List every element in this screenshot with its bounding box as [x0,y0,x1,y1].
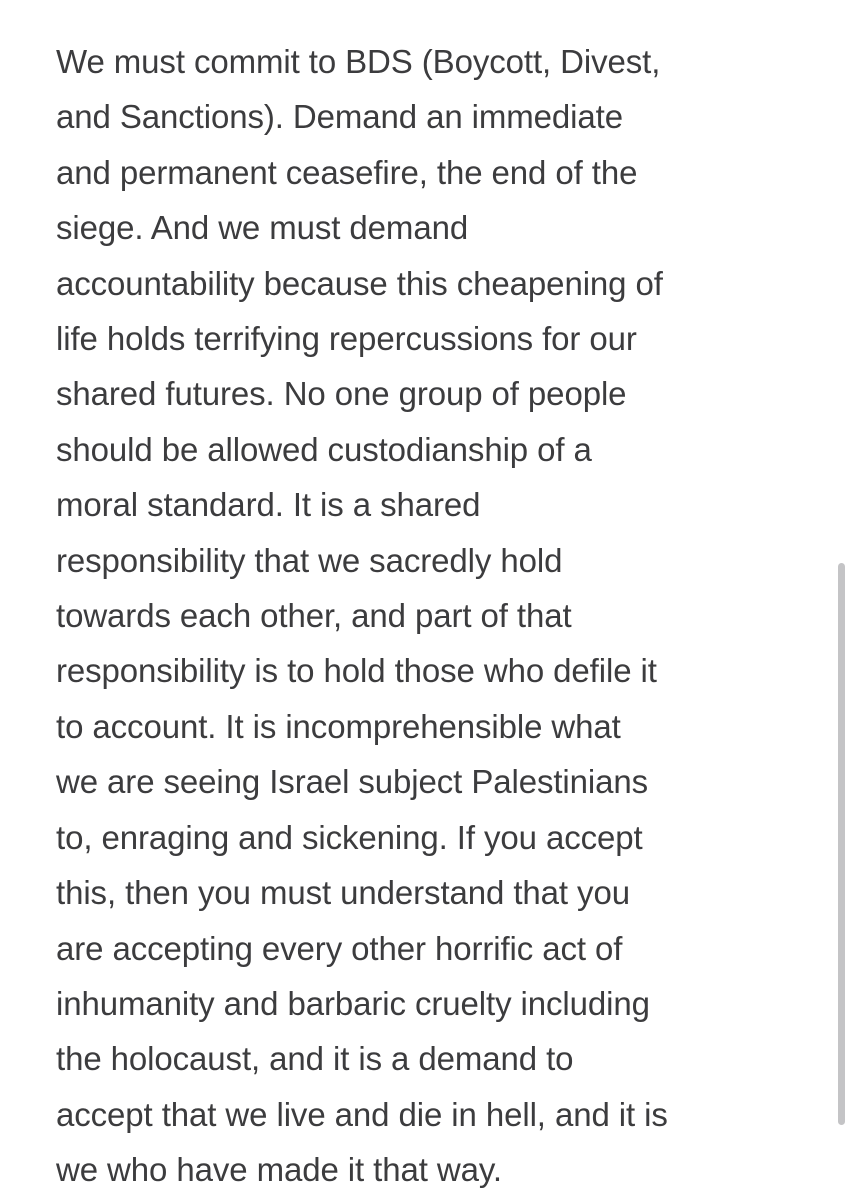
text-line: siege. And we must demand [56,209,469,247]
text-line: to account. It is incomprehensible what [56,707,621,745]
note-body-text[interactable] [56,34,816,1198]
text-line: the holocaust, and it is a demand to [56,1040,574,1078]
text-line: are accepting every other horrific act of [56,929,623,967]
text-line: we who have made it that way. [56,1151,502,1189]
text-line: this, then you must understand that you [56,874,630,912]
text-line: should be allowed custodianship of a [56,430,592,468]
text-line: accountability because this cheapening of [56,264,663,302]
vertical-scrollbar[interactable] [838,563,845,1125]
text-line: life holds terrifying repercussions for our [56,320,637,358]
text-line: and Sanctions). Demand an immediate [56,98,623,136]
text-line: moral standard. It is a shared [56,486,481,524]
text-line: inhumanity and barbaric cruelty including [56,984,650,1022]
text-line: responsibility that we sacredly hold [56,541,563,579]
text-line: We must commit to BDS (Boycott, Divest, [56,43,661,80]
text-line: to, enraging and sickening. If you accept [56,818,643,856]
text-line: we are seeing Israel subject Palestinians [56,763,649,801]
text-line: responsibility is to hold those who defile it [56,652,657,690]
text-line: shared futures. No one group of people [56,375,627,413]
text-line: towards each other, and part of that [56,597,572,635]
text-line: accept that we live and die in hell, and it is [56,1095,668,1133]
text-line: and permanent ceasefire, the end of the [56,153,638,191]
